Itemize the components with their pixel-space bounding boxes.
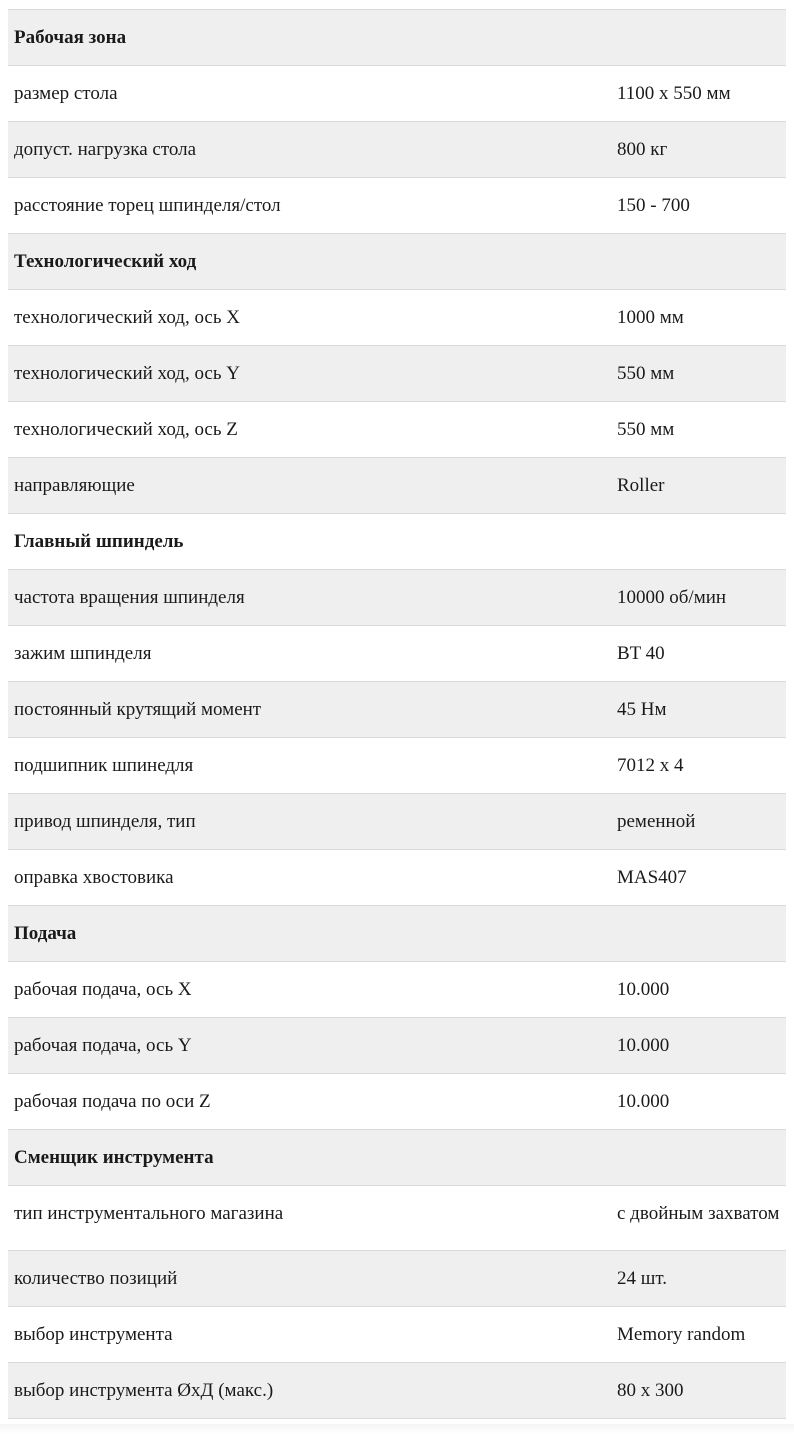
spec-row-tool-max-size [8,1363,786,1419]
spec-value: 1000 мм [611,290,786,346]
spec-value: 24 шт. [611,1251,786,1307]
spec-row-tool-positions [8,1251,786,1307]
spec-value: 10.000 [611,1018,786,1074]
spec-value: 10000 об/мин [611,570,786,626]
spec-row-feed-x [8,962,786,1018]
spec-row-feed-z [8,1074,786,1130]
spec-name: постоянный крутящий момент [8,682,611,738]
spec-row-shank-holder [8,850,786,906]
section-header-travel [8,234,786,290]
spec-name: допуст. нагрузка стола [8,122,611,178]
spec-value: 10.000 [611,962,786,1018]
spec-value: ременной [611,794,786,850]
spec-row-guideways [8,458,786,514]
spec-name: рабочая подача, ось Y [8,1018,611,1074]
spec-name: частота вращения шпинделя [8,570,611,626]
spec-name: направляющие [8,458,611,514]
section-header-work-area [8,10,786,66]
spec-name: размер стола [8,66,611,122]
spec-value: 800 кг [611,122,786,178]
spec-row-table-size [8,66,786,122]
spec-value: 550 мм [611,402,786,458]
spec-value: Memory random [611,1307,786,1363]
section-title: Технологический ход [8,234,611,290]
section-title: Главный шпиндель [8,514,611,570]
spec-value: 1100 x 550 мм [611,66,786,122]
spec-name: технологический ход, ось X [8,290,611,346]
spec-row-spindle-clamp [8,626,786,682]
bottom-fade [0,1424,794,1434]
spec-value: 550 мм [611,346,786,402]
spec-value: 150 - 700 [611,178,786,234]
spec-row-travel-y [8,346,786,402]
spec-row-magazine-type [8,1186,786,1251]
spec-value: 80 x 300 [611,1363,786,1419]
specs-table [8,9,786,1419]
spec-row-feed-y [8,1018,786,1074]
section-title: Рабочая зона [8,10,611,66]
section-value [611,10,786,66]
spec-name: технологический ход, ось Z [8,402,611,458]
spec-name: расстояние торец шпинделя/стол [8,178,611,234]
spec-name: зажим шпинделя [8,626,611,682]
spec-value: BT 40 [611,626,786,682]
section-header-main-spindle [8,514,786,570]
spec-row-spindle-bearing [8,738,786,794]
section-header-feed [8,906,786,962]
spec-name: подшипник шпинедля [8,738,611,794]
spec-value: 10.000 [611,1074,786,1130]
section-title: Подача [8,906,611,962]
spec-row-spindle-drive [8,794,786,850]
spec-value: с двойным захватом [611,1186,786,1251]
spec-value: MAS407 [611,850,786,906]
spec-value: Roller [611,458,786,514]
section-value [611,906,786,962]
spec-name: рабочая подача, ось X [8,962,611,1018]
spec-row-tool-selection [8,1307,786,1363]
section-header-tool-changer [8,1130,786,1186]
section-value [611,234,786,290]
spec-row-travel-z [8,402,786,458]
spec-name: выбор инструмента ØxД (макс.) [8,1363,611,1419]
spec-name: привод шпинделя, тип [8,794,611,850]
spec-name: рабочая подача по оси Z [8,1074,611,1130]
spec-row-spindle-speed [8,570,786,626]
spec-name: выбор инструмента [8,1307,611,1363]
spec-name: тип инструментального магазина [8,1186,611,1251]
spec-name: технологический ход, ось Y [8,346,611,402]
spec-value: 7012 x 4 [611,738,786,794]
section-value [611,514,786,570]
spec-value: 45 Нм [611,682,786,738]
spec-row-torque [8,682,786,738]
spec-name: оправка хвостовика [8,850,611,906]
spec-name: количество позиций [8,1251,611,1307]
spec-row-travel-x [8,290,786,346]
section-value [611,1130,786,1186]
spec-row-table-load [8,122,786,178]
section-title: Сменщик инструмента [8,1130,611,1186]
specs-table-body [8,10,786,1419]
spec-row-spindle-table-distance [8,178,786,234]
